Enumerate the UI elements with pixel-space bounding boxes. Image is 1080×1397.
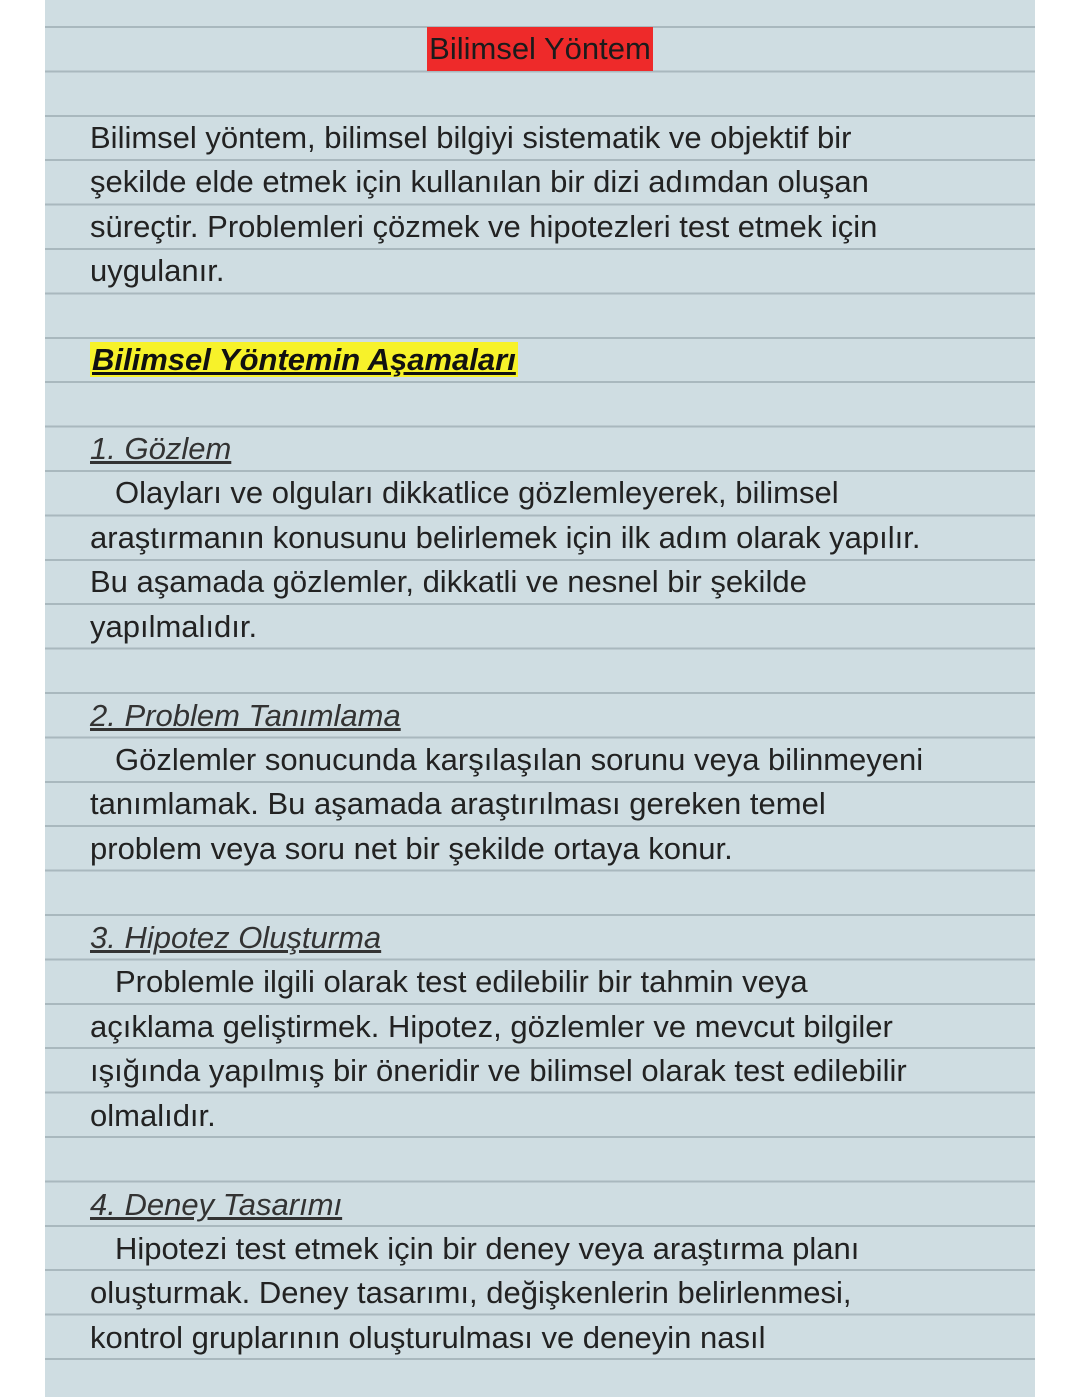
intro-line: süreçtir. Problemleri çözmek ve hipotezleri test etmek için — [90, 209, 878, 244]
section-title: Bilimsel Yöntemin Aşamaları — [92, 342, 516, 377]
step-heading-row — [90, 427, 990, 471]
step-text-line: açıklama geliştirmek. Hipotez, gözlemler ve mevcut bilgiler — [90, 1009, 893, 1044]
step-heading: 2. Problem Tanımlama — [90, 698, 401, 733]
title-wrapper — [45, 27, 1035, 71]
step-text-line: tanımlamak. Bu aşamada araştırılması gereken temel — [90, 786, 826, 821]
step-heading-row — [90, 916, 990, 960]
page-title: Bilimsel Yöntem — [427, 27, 653, 71]
step-text-line: kontrol gruplarının oluşturulması ve deneyin nasıl — [90, 1320, 766, 1355]
step-text-line: yapılmalıdır. — [90, 609, 258, 644]
step-heading: 1. Gözlem — [90, 431, 232, 466]
step-text-line: Bu aşamada gözlemler, dikkatli ve nesnel bir şekilde — [90, 564, 807, 599]
step-text-line: olmalıdır. — [90, 1098, 216, 1133]
intro-line: Bilimsel yöntem, bilimsel bilgiyi sistematik ve objektif bir — [90, 120, 852, 155]
step-text-line: Hipotezi test etmek için bir deney veya araştırma planı — [115, 1231, 860, 1266]
step-text-line: Gözlemler sonucunda karşılaşılan sorunu veya bilinmeyeni — [115, 742, 924, 777]
step-heading-row — [90, 1183, 990, 1227]
intro-line: şekilde elde etmek için kullanılan bir dizi adımdan oluşan — [90, 164, 869, 199]
step-heading-row — [90, 694, 990, 738]
step-heading: 4. Deney Tasarımı — [90, 1187, 343, 1222]
step-text-line: araştırmanın konusunu belirlemek için ilk adım olarak yapılır. — [90, 520, 921, 555]
section-title-row — [90, 338, 990, 382]
step-text-line: ışığında yapılmış bir öneridir ve bilimsel olarak test edilebilir — [90, 1053, 907, 1088]
lined-notebook-page — [45, 0, 1035, 1397]
step-heading: 3. Hipotez Oluşturma — [90, 920, 382, 955]
step-text-line: problem veya soru net bir şekilde ortaya konur. — [90, 831, 733, 866]
step-text-line: Olayları ve olguları dikkatlice gözlemleyerek, bilimsel — [115, 475, 839, 510]
intro-line: uygulanır. — [90, 253, 225, 288]
step-text-line: Problemle ilgili olarak test edilebilir bir tahmin veya — [115, 964, 808, 999]
step-text-line: oluşturmak. Deney tasarımı, değişkenlerin belirlenmesi, — [90, 1275, 852, 1310]
